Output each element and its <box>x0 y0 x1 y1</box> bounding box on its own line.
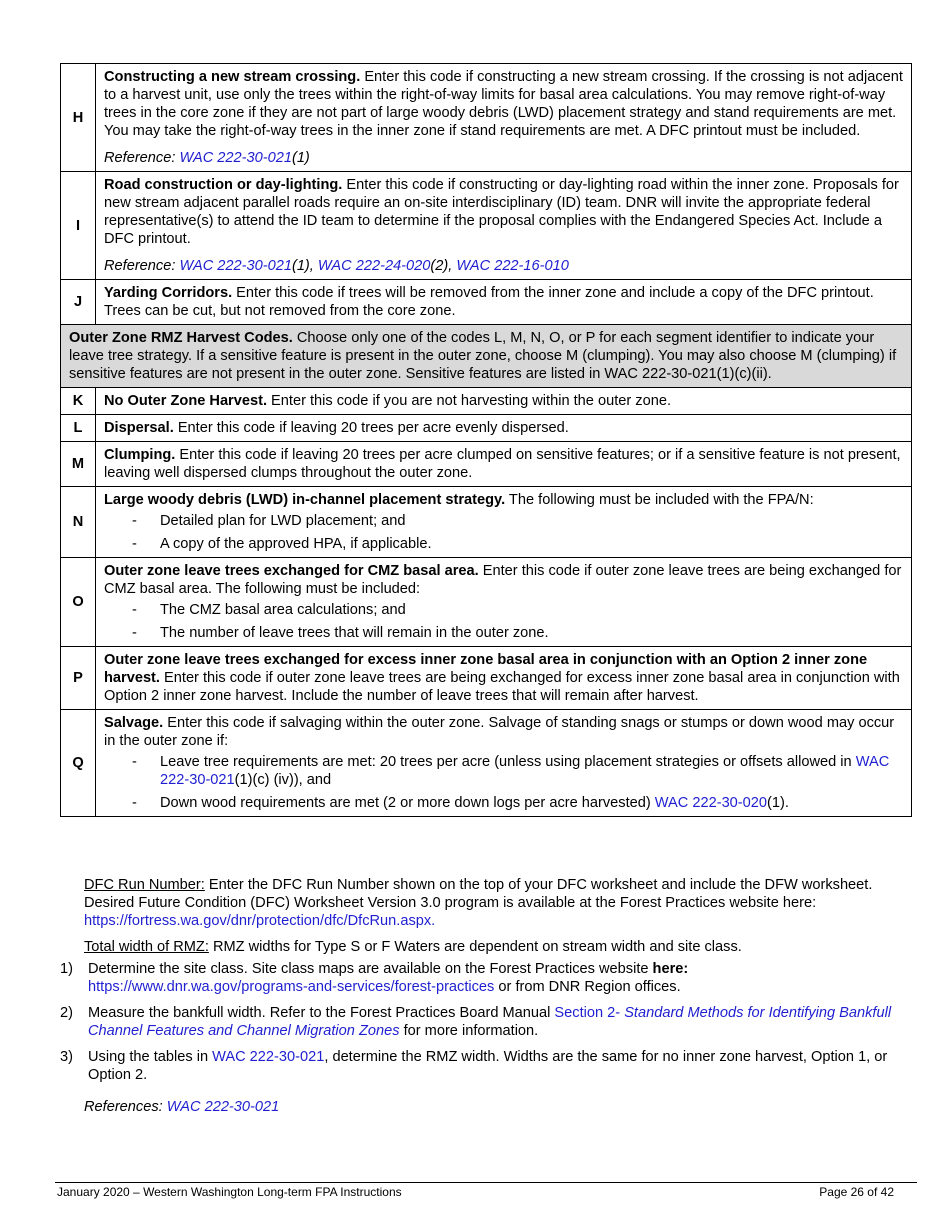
reference-link[interactable]: WAC 222-30-021 <box>179 150 292 166</box>
code-title: Dispersal. <box>104 420 174 436</box>
code-row-q <box>61 710 912 817</box>
list-item-text: The CMZ basal area calculations; and <box>160 602 406 618</box>
note-label: DFC Run Number: <box>84 877 205 893</box>
requirement-list <box>104 512 903 553</box>
link-text: Section 2- <box>554 1005 625 1021</box>
reference-line <box>104 257 903 275</box>
reference-separator: (2), <box>430 258 457 274</box>
code-description <box>96 280 912 325</box>
step-bold: here: <box>652 961 689 977</box>
code-row-n <box>61 487 912 558</box>
dash-bullet: - <box>132 795 137 811</box>
code-text: Enter this code if leaving 20 trees per acre clumped on sensitive features; or if a sensitive feature is not present, leaving well dispersed clumps throughout the outer zone. <box>104 447 901 481</box>
code-text: Enter this code if constructing or day-lighting road within the inner zone. Proposals for new stream adjacent parallel roads require an on-site interdisciplinary (ID) team. DNR will invite the appropriate federal representative(s) to attend the ID team to determine if the proposal complies with the Endangered Species Act. Include a DFC printout. <box>104 177 899 247</box>
section-title: Outer Zone RMZ Harvest Codes. <box>69 330 293 346</box>
references-label: References: <box>84 1099 167 1115</box>
code-title: Salvage. <box>104 715 164 731</box>
note-text: RMZ widths for Type S or F Waters are dependent on stream width and site class. <box>208 939 742 955</box>
code-description <box>96 172 912 280</box>
code-row-o <box>61 558 912 647</box>
dash-bullet: - <box>132 513 137 529</box>
reference-link[interactable]: WAC 222-30-020 <box>654 795 768 811</box>
footer-document-title: January 2020 – Western Washington Long-term FPA Instructions <box>57 1185 402 1199</box>
list-item-text: The number of leave trees that will remain in the outer zone. <box>160 625 549 641</box>
dash-bullet: - <box>132 536 137 552</box>
instructions-page <box>60 63 912 817</box>
code-text: Enter this code if leaving 20 trees per acre evenly dispersed. <box>173 420 569 436</box>
code-description <box>96 487 912 558</box>
list-item-text: A copy of the approved HPA, if applicable. <box>160 536 432 552</box>
list-item-suffix: (1)(c) (iv)), and <box>234 772 332 788</box>
code-text: Enter this code if outer zone leave trees are being exchanged for excess inner zone basal area in conjunction with Option 2 inner zone harvest. Include the number of leave trees that will remain after harvest. <box>104 670 900 704</box>
list-item <box>104 601 903 619</box>
harvest-codes-table <box>60 63 912 817</box>
dash-bullet: - <box>132 602 137 618</box>
step-item <box>60 1048 910 1084</box>
code-letter: H <box>61 64 96 172</box>
step-suffix: for more information. <box>399 1023 539 1039</box>
code-text: Enter this code if you are not harvesting within the outer zone. <box>267 393 671 409</box>
code-row-j <box>61 280 912 325</box>
note-label: Total width of RMZ: <box>84 939 209 955</box>
code-text: Enter this code if constructing a new stream crossing. If the crossing is not adjacent to a harvest unit, use only the trees within the right-of-way limits for basal area calculations. You may remove right-of-way trees in the core zone if they are not part of large woody debris (LWD) placement strategy and stand requirements are met. You may take the right-of-way trees in the inner zone if stand requirements are met. A DFC printout must be included. <box>104 69 903 139</box>
list-item <box>104 794 903 812</box>
code-row-k <box>61 388 912 415</box>
site-class-link[interactable]: https://www.dnr.wa.gov/programs-and-services/forest-practices <box>88 979 495 995</box>
rmz-width-note <box>84 938 914 956</box>
step-number: 2) <box>60 1005 73 1021</box>
code-text: Enter this code if outer zone leave trees are being exchanged for CMZ basal area. The following must be included: <box>104 563 902 597</box>
code-description <box>96 388 912 415</box>
page-footer <box>55 1182 917 1199</box>
code-title: Outer zone leave trees exchanged for CMZ basal area. <box>104 563 479 579</box>
code-letter: I <box>61 172 96 280</box>
reference-label: Reference: <box>104 258 180 274</box>
dfc-run-link[interactable]: https://fortress.wa.gov/dnr/protection/dfc/DfcRun.aspx. <box>84 913 436 929</box>
requirement-list <box>104 753 903 812</box>
list-item <box>104 512 903 530</box>
code-title: Constructing a new stream crossing. <box>104 69 361 85</box>
link-text-italic: Standard Methods for Identifying Bankfull Channel Features and Channel Migration Zones <box>88 1005 892 1039</box>
code-description <box>96 647 912 710</box>
code-title: Outer zone leave trees exchanged for excess inner zone basal area in conjunction with an Option 2 inner zone harvest. <box>104 652 868 686</box>
section-header <box>61 325 912 388</box>
code-row-m <box>61 442 912 487</box>
rmz-steps-list <box>60 960 910 1084</box>
step-text: Measure the bankfull width. Refer to the Forest Practices Board Manual <box>88 1005 555 1021</box>
code-description <box>96 442 912 487</box>
reference-line <box>104 149 903 167</box>
list-item-text: Down wood requirements are met (2 or more down logs per acre harvested) <box>160 795 655 811</box>
section-text: Choose only one of the codes L, M, N, O, or P for each segment identifier to indicate your leave tree strategy. If a sensitive feature is present in the outer zone, choose M (clumping). You may also choose M (clumping) if sensitive features are not present in the outer zone. Sensitive features are listed in WAC 222-30-021(1)(c)(ii). <box>69 330 897 382</box>
code-title: Road construction or day-lighting. <box>104 177 343 193</box>
list-item <box>104 624 903 642</box>
reference-link[interactable]: WAC 222-30-021 <box>179 258 292 274</box>
code-row-i <box>61 172 912 280</box>
code-letter: M <box>61 442 96 487</box>
dash-bullet: - <box>132 625 137 641</box>
code-letter: L <box>61 415 96 442</box>
code-text: Enter this code if salvaging within the outer zone. Salvage of standing snags or stumps or down wood may occur in the outer zone if: <box>104 715 895 749</box>
reference-separator: (1), <box>291 258 318 274</box>
code-letter: K <box>61 388 96 415</box>
dfc-run-number-note <box>84 876 914 930</box>
reference-link[interactable]: WAC 222-30-021 <box>160 754 890 788</box>
reference-link[interactable]: WAC 222-30-021 <box>166 1099 280 1115</box>
code-letter: O <box>61 558 96 647</box>
code-title: Large woody debris (LWD) in-channel placement strategy. <box>104 492 506 508</box>
references-line <box>84 1098 914 1116</box>
code-title: No Outer Zone Harvest. <box>104 393 267 409</box>
list-item-text: Detailed plan for LWD placement; and <box>160 513 406 529</box>
footer-page-number: Page 26 of 42 <box>819 1185 894 1199</box>
code-row-l <box>61 415 912 442</box>
code-letter: J <box>61 280 96 325</box>
code-letter: Q <box>61 710 96 817</box>
notes-section <box>60 876 914 1124</box>
code-letter: P <box>61 647 96 710</box>
step-suffix: or from DNR Region offices. <box>494 979 681 995</box>
step-text: Using the tables in <box>88 1049 213 1065</box>
code-text: The following must be included with the FPA/N: <box>505 492 814 508</box>
note-text: Enter the DFC Run Number shown on the top of your DFC worksheet and include the DFW worksheet. Desired Future Condition (DFC) Worksheet Version 3.0 program is available at the Forest Practices website here: <box>84 877 873 911</box>
code-title: Clumping. <box>104 447 176 463</box>
code-description <box>96 710 912 817</box>
reference-suffix: (1) <box>291 150 310 166</box>
list-item-text: Leave tree requirements are met: 20 trees per acre (unless using placement strategies or offsets allowed in <box>160 754 856 770</box>
code-row-p <box>61 647 912 710</box>
code-letter: N <box>61 487 96 558</box>
code-row-h <box>61 64 912 172</box>
step-number: 3) <box>60 1049 73 1065</box>
step-text: Determine the site class. Site class maps are available on the Forest Practices website <box>88 961 653 977</box>
code-description <box>96 64 912 172</box>
code-title: Yarding Corridors. <box>104 285 233 301</box>
list-item <box>104 535 903 553</box>
list-item <box>104 753 903 789</box>
requirement-list <box>104 601 903 642</box>
reference-link[interactable]: WAC 222-30-021 <box>212 1049 325 1065</box>
reference-label: Reference: <box>104 150 180 166</box>
step-suffix: , determine the RMZ width. Widths are the same for no inner zone harvest, Option 1, or Option 2. <box>88 1049 888 1083</box>
reference-link[interactable]: WAC 222-16-010 <box>456 258 569 274</box>
step-item <box>60 1004 910 1040</box>
step-number: 1) <box>60 961 73 977</box>
reference-link[interactable]: WAC 222-24-020 <box>317 258 431 274</box>
dash-bullet: - <box>132 754 137 770</box>
step-item <box>60 960 910 996</box>
list-item-suffix: (1). <box>767 795 789 811</box>
code-text: Enter this code if trees will be removed from the inner zone and include a copy of the DFC printout. Trees can be cut, but not removed from the core zone. <box>104 285 874 319</box>
section-row-outer-zone <box>61 325 912 388</box>
code-description <box>96 558 912 647</box>
code-description <box>96 415 912 442</box>
